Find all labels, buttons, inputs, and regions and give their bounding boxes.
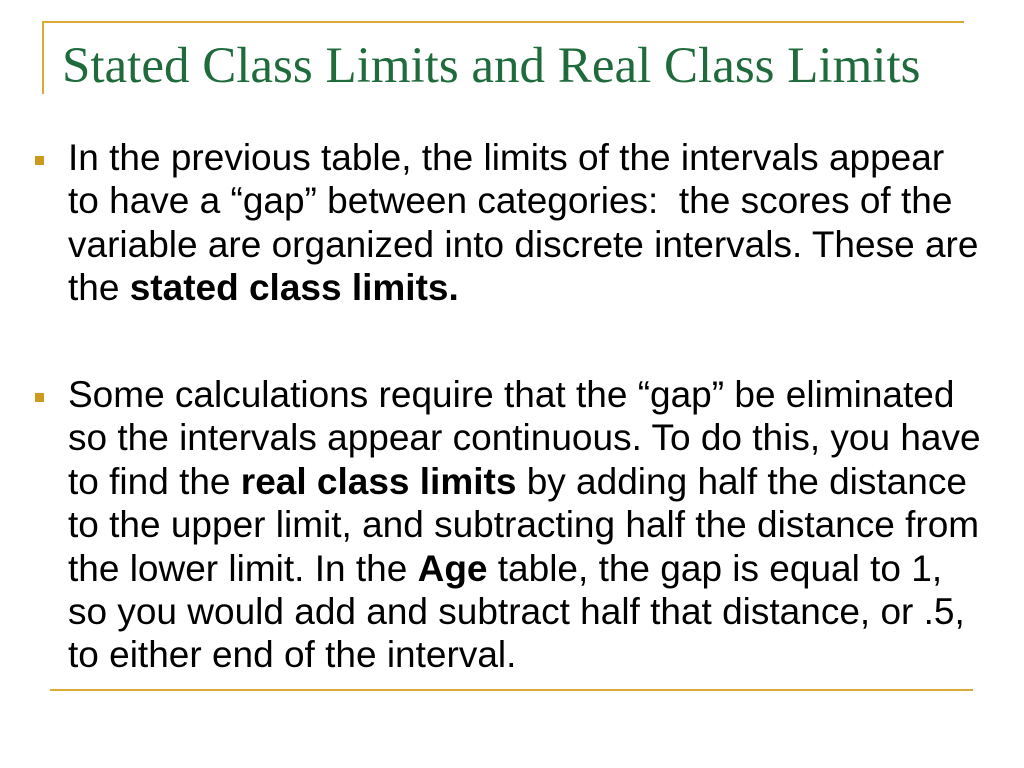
footer-rule (50, 689, 973, 691)
bullet-line (68, 547, 981, 590)
bullet-text (68, 136, 978, 310)
bullet-line: Some calculations require that the “gap” be eliminated (68, 374, 955, 415)
bullet-line (68, 266, 978, 309)
bold-term-stated-class-limits: stated class limits. (129, 267, 459, 309)
bullet-line-text: the lower limit. In the (68, 547, 418, 589)
bullet-line: variable are organized into discrete intervals. These are (68, 223, 979, 265)
bullet-line-text: by adding half the distance (516, 460, 967, 502)
bold-term-real-class-limits: real class limits (240, 460, 517, 502)
bullet-line-text: the (68, 267, 130, 309)
frame-top-rule (43, 21, 964, 23)
bullet-line: so the intervals appear continuous. To do this, you have (68, 417, 981, 459)
square-bullet-icon (35, 156, 44, 165)
square-bullet-icon (35, 393, 44, 402)
bullet-line: to the upper limit, and subtracting half the distance from (68, 504, 980, 546)
bullet-line-text: to find the (68, 460, 241, 502)
bullet-line: In the previous table, the limits of the intervals appear (68, 137, 945, 178)
bullet-line: so you would add and subtract half that distance, or .5, (68, 591, 965, 633)
bullet-line: to have a “gap” between categories: the scores of the (68, 180, 953, 222)
bullet-item (0, 136, 1024, 310)
frame-left-rule (42, 21, 44, 94)
bullet-item (0, 373, 1024, 677)
slide-title: Stated Class Limits and Real Class Limits (62, 38, 921, 94)
bullet-line-text: table, the gap is equal to 1, (487, 547, 943, 589)
bullet-text (68, 373, 981, 677)
bold-term-age: Age (417, 547, 488, 589)
bullet-line: to either end of the interval. (68, 634, 517, 676)
bullet-line (68, 460, 981, 503)
